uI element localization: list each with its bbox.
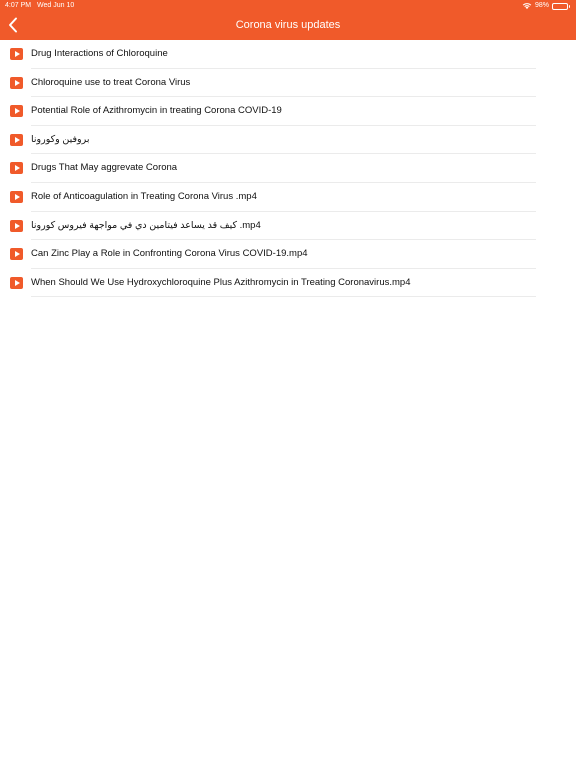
video-title: بروفين وكورونا: [31, 133, 90, 145]
video-title: Drug Interactions of Chloroquine: [31, 48, 168, 59]
video-item-6[interactable]: [0, 183, 576, 212]
video-title: When Should We Use Hydroxychloroquine Plus Azithromycin in Treating Coronavirus.mp4: [31, 276, 411, 288]
play-icon: [10, 105, 23, 117]
play-icon: [10, 77, 23, 89]
play-icon: [10, 191, 23, 203]
video-item-4[interactable]: [0, 126, 576, 155]
video-item-7[interactable]: [0, 212, 576, 241]
video-item-5[interactable]: [0, 154, 576, 183]
wifi-icon: [522, 2, 532, 10]
video-item-3[interactable]: [0, 97, 576, 126]
play-icon: [10, 277, 23, 289]
play-icon: [10, 220, 23, 232]
video-title: Chloroquine use to treat Corona Virus: [31, 76, 191, 88]
video-list: [0, 40, 576, 297]
play-icon: [10, 248, 23, 260]
status-right: [522, 0, 568, 12]
video-item-2[interactable]: [0, 69, 576, 98]
battery-icon: [552, 3, 568, 10]
video-title: Can Zinc Play a Role in Confronting Corona Virus COVID-19.mp4: [31, 248, 308, 260]
video-title: كيف قد يساعد فيتامين دي في مواجهة فيروس كورونا .mp4: [31, 219, 261, 231]
video-item-8[interactable]: [0, 240, 576, 269]
video-item-9[interactable]: [0, 269, 576, 298]
status-time: 4:07 PM: [5, 2, 32, 9]
play-icon: [10, 134, 23, 146]
play-icon: [10, 48, 23, 60]
nav-header: [0, 0, 576, 40]
status-bar: [0, 0, 576, 12]
page-title: Corona virus updates: [235, 19, 341, 31]
video-title: Role of Anticoagulation in Treating Corona Virus .mp4: [31, 190, 257, 202]
video-item-1[interactable]: [0, 40, 576, 69]
video-title: Potential Role of Azithromycin in treating Corona COVID-19: [31, 105, 282, 117]
battery-percentage: 98%: [534, 2, 549, 9]
play-icon: [10, 162, 23, 174]
status-date: Wed Jun 10: [37, 2, 75, 9]
video-title: Drugs That May aggrevate Corona: [31, 162, 178, 174]
